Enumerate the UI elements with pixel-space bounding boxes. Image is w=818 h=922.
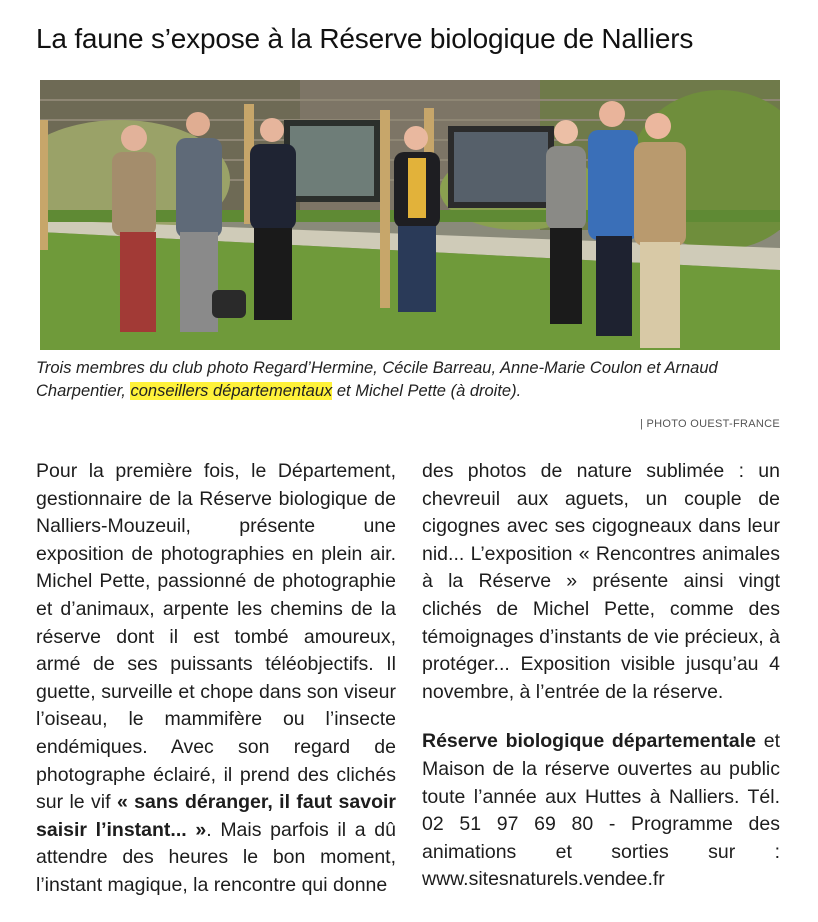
caption-text-end: et Michel Pette (à droite). (332, 382, 522, 400)
group-photo-illustration (40, 80, 780, 350)
caption-highlight: conseillers départementaux (130, 382, 333, 400)
article-headline: La faune s’expose à la Réserve biologique de Nalliers (36, 23, 694, 54)
photo-credit: | PHOTO OUEST-FRANCE (639, 418, 780, 430)
body-paragraph-right: des photos de nature sublimée : un chevreuil aux aguets, un couple de cigognes avec ses cigogneaux dans leur nid... L’exposition « Rencontres animales à la Réserve » présente ainsi vingt clichés de Michel Pette, comme des témoignages d’instants de vie précieux, à protéger... Exposition visible jusqu’au 4 novembre, à l’entrée de la réserve. (422, 460, 780, 703)
body-paragraph (36, 458, 396, 900)
photo-caption (36, 357, 796, 403)
body-text-continued: . Mais parfois il a dû attendre des heures le bon moment, l’instant magique, la rencontre qui donne (36, 818, 396, 896)
caption-text: Trois membres du club photo Regard’Hermine, Cécile Barreau, Anne-Marie Coulon et Arnaud Charpentier, (36, 359, 718, 400)
group-photo (40, 80, 780, 350)
info-box (422, 728, 780, 894)
info-title: Réserve biologique départementale (422, 730, 757, 753)
info-text: et Maison de la réserve ouvertes au public toute l’année aux Huttes à Nalliers. Tél. 02 51 97 69 80 - Programme des animations et sorties sur : www.sitesnaturels.vendee.fr (422, 730, 781, 891)
body-text: Pour la première fois, le Département, gestionnaire de la Réserve biologique de Nalliers-Mouzeuil, présente une exposition de photographies en plein air. Michel Pette, passionné de photographie et d’animaux, arpente les chemins de la réserve dont il est tombé amoureux, armé de ses puissants téléobjectifs. Il guette, surveille et chope dans son viseur l’oiseau, le mammifère ou l’insecte endémiques. Avec son regard de photographe éclairé, il prend des clichés sur le vif (36, 460, 396, 814)
article-column-right (422, 458, 780, 894)
article-column-left (36, 458, 396, 900)
body-quote: « sans déranger, il faut savoir saisir l’instant... » (36, 791, 396, 841)
